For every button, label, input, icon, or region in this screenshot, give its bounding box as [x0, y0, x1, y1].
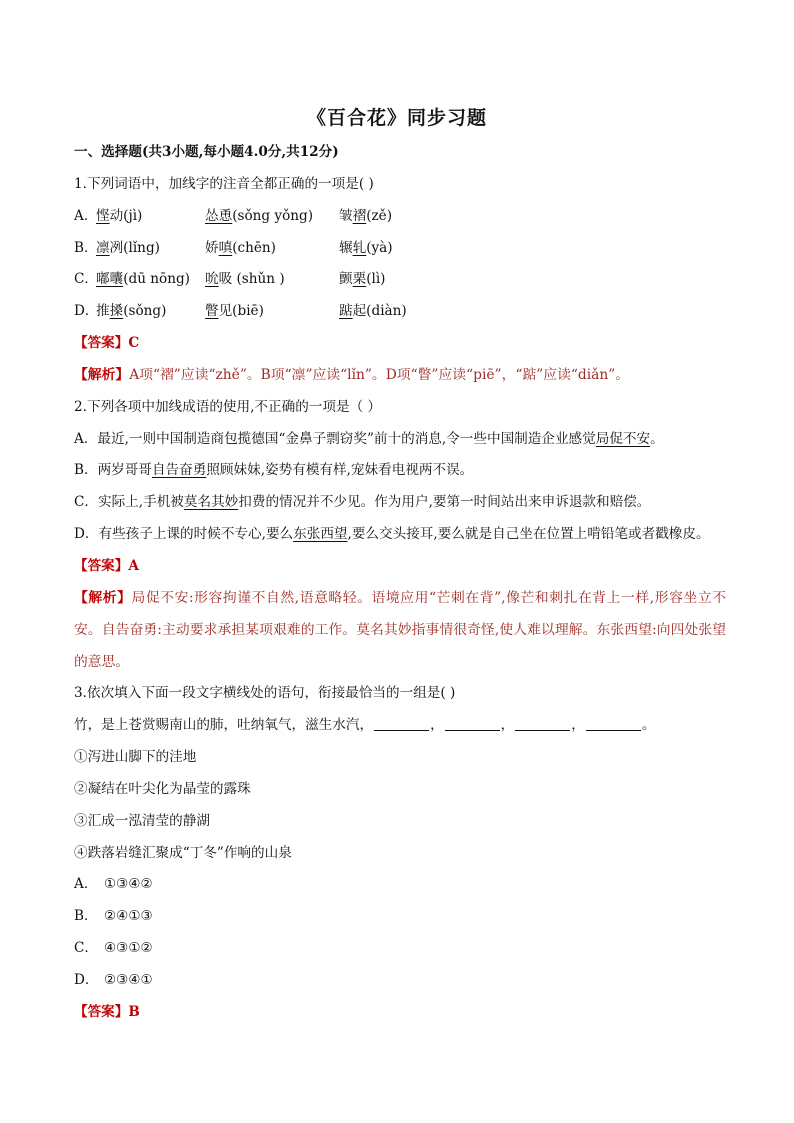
option-value: ②④①③	[104, 908, 153, 925]
option-label: D．	[74, 971, 99, 988]
option-label: B．	[74, 239, 98, 256]
passage-text: 竹，是上苍赏赐南山的肺，吐纳氧气，滋生水汽，	[74, 717, 374, 734]
underlined-char: 嘟囔	[96, 271, 124, 288]
word-suffix: (yà)	[366, 239, 393, 256]
word-suffix: 吸 (shǔn )	[218, 271, 285, 288]
word-prefix: 颤	[339, 271, 353, 288]
question-2-answer	[74, 551, 754, 583]
word-item	[205, 233, 339, 265]
question-3-passage	[74, 710, 754, 742]
option-text: 照顾妹妹,姿势有模有样,宠妹看电视两不误。	[206, 462, 474, 479]
option-text: 。	[650, 430, 664, 447]
passage-separator: ，	[500, 717, 515, 734]
question-2-option-a	[74, 424, 754, 456]
option-text: ,要么交头接耳,要么就是自己坐在位置上啃铅笔或者戳橡皮。	[347, 526, 710, 543]
underlined-idiom: 莫名其妙	[183, 494, 239, 511]
question-1-option-b	[74, 233, 754, 265]
word-suffix: (chēn)	[232, 239, 276, 256]
word-item	[96, 233, 205, 265]
underlined-char: 吮	[205, 271, 219, 288]
passage-separator: ，	[571, 717, 585, 734]
section-heading: 一、选择题(共3小题,每小题4.0分,共12分)	[74, 144, 339, 160]
option-label: B．	[74, 908, 98, 925]
word-suffix: (sǒng yǒng)	[232, 207, 314, 224]
underlined-char: 搡	[109, 303, 124, 320]
option-text: 两岁哥哥	[97, 462, 152, 479]
word-suffix: 见(biē)	[218, 303, 264, 320]
question-3-option-b	[74, 901, 754, 933]
question-3-option-c	[74, 933, 754, 965]
fill-blank	[374, 718, 429, 731]
question-2-analysis	[74, 583, 726, 679]
option-label: C．	[74, 494, 98, 511]
question-3-sentence-1: ①泻进山脚下的洼地	[74, 749, 197, 766]
option-label: C．	[74, 271, 98, 288]
word-suffix: 起(diàn)	[352, 303, 407, 320]
question-2-option-c	[74, 487, 754, 519]
answer-value: A	[128, 557, 139, 574]
question-1-option-a	[74, 201, 754, 233]
question-3-sentence-2: ②凝结在叶尖化为晶莹的露珠	[74, 780, 251, 797]
answer-label: 【答案】	[74, 557, 129, 574]
passage-separator: ，	[430, 717, 444, 734]
question-3-answer	[74, 997, 754, 1029]
option-value: ②③④①	[104, 971, 153, 988]
question-2-option-b	[74, 455, 754, 487]
fill-blank	[586, 718, 641, 731]
underlined-char: 悭	[96, 207, 110, 224]
underlined-char: 凛	[96, 239, 110, 256]
option-label: D．	[74, 303, 99, 320]
word-prefix: 推	[96, 303, 110, 320]
word-suffix: 动(jì)	[109, 207, 143, 224]
underlined-idiom: 局促不安	[595, 430, 651, 447]
fill-blank	[445, 718, 500, 731]
option-label: A．	[74, 430, 98, 447]
underlined-char: 怂恿	[205, 207, 233, 224]
fill-blank	[515, 718, 570, 731]
word-prefix: 娇	[205, 239, 219, 256]
page-title: 《百合花》同步习题	[306, 107, 487, 129]
word-suffix: 冽(lǐng)	[109, 239, 160, 256]
question-3-option-d	[74, 965, 754, 997]
word-item	[339, 201, 392, 233]
option-value: ④③①②	[104, 940, 153, 957]
option-text: 扣费的情况并不少见。作为用户,要第一时间站出来申诉退款和赔偿。	[238, 494, 651, 511]
question-2-stem: 2.下列各项中加线成语的使用,不正确的一项是（ ）	[74, 398, 382, 415]
answer-label: 【答案】	[74, 335, 129, 352]
passage-end: 。	[641, 717, 656, 734]
option-label: A．	[74, 207, 98, 224]
word-item	[339, 296, 407, 328]
word-item	[339, 264, 386, 296]
underlined-char: 褶	[352, 207, 367, 224]
question-1-option-d	[74, 296, 754, 328]
underlined-char: 瞥	[205, 303, 219, 320]
question-3-sentence-3: ③汇成一泓清莹的静湖	[74, 812, 210, 829]
answer-value: C	[128, 335, 140, 352]
question-3-sentence-4: ④跌落岩缝汇聚成“丁冬”作响的山泉	[74, 844, 292, 861]
question-2-option-d	[74, 519, 754, 551]
answer-value: B	[128, 1003, 140, 1020]
word-prefix: 辗	[339, 239, 353, 256]
question-1-stem: 1.下列词语中，加线字的注音全都正确的一项是( )	[74, 175, 374, 192]
word-item	[96, 296, 205, 328]
word-item	[339, 233, 393, 265]
option-label: B．	[74, 462, 98, 479]
question-3-stem: 3.依次填入下面一段文字横线处的语句，衔接最恰当的一组是( )	[74, 685, 456, 702]
option-text: 实际上,手机被	[98, 494, 184, 511]
word-suffix: (lì)	[366, 271, 386, 288]
word-item	[205, 264, 339, 296]
word-item	[96, 264, 205, 296]
analysis-text: 局促不安:形容拘谨不自然,语意略轻。语境应用“芒刺在背”,像芒和刺扎在背上一样,形容坐立不安。自告奋勇:主动要求承担某项艰难的工作。莫名其妙指事情很奇怪,使人难以理解。东张西望:向四处张望的意思。	[74, 589, 727, 670]
option-text: 有些孩子上课的时候不专心,要么	[98, 526, 294, 543]
underlined-char: 踮	[339, 303, 353, 320]
word-suffix: (sǒng)	[123, 303, 167, 320]
word-item	[205, 201, 339, 233]
word-suffix: (dū nōng)	[123, 271, 190, 288]
underlined-char: 栗	[352, 271, 367, 288]
question-1-analysis	[74, 360, 726, 392]
word-item	[96, 201, 205, 233]
question-1-option-c	[74, 264, 754, 296]
word-suffix: (zě)	[366, 207, 393, 224]
analysis-label: 【解析】	[74, 366, 130, 383]
option-label: D．	[74, 526, 99, 543]
option-label: C．	[74, 940, 98, 957]
underlined-char: 嗔	[218, 239, 233, 256]
answer-label: 【答案】	[74, 1003, 129, 1020]
underlined-idiom: 东张西望	[293, 526, 348, 543]
question-3-option-a	[74, 869, 754, 901]
underlined-idiom: 自告奋勇	[151, 462, 207, 479]
analysis-text: A项“褶”应读“zhě”。B项“凛”应读“lǐn”。D项“瞥”应读“piē”，“踮”应读“diǎn”。	[129, 366, 630, 383]
option-text: 最近,一则中国制造商包揽德国“金鼻子剽窃奖”前十的消息,令一些中国制造企业感觉	[97, 430, 596, 447]
analysis-label: 【解析】	[74, 589, 132, 606]
option-value: ①③④②	[104, 876, 153, 893]
underlined-char: 轧	[352, 239, 367, 256]
option-label: A．	[74, 876, 98, 893]
word-prefix: 皱	[339, 207, 353, 224]
question-1-answer	[74, 328, 754, 360]
word-item	[205, 296, 339, 328]
document-content	[74, 100, 754, 1029]
